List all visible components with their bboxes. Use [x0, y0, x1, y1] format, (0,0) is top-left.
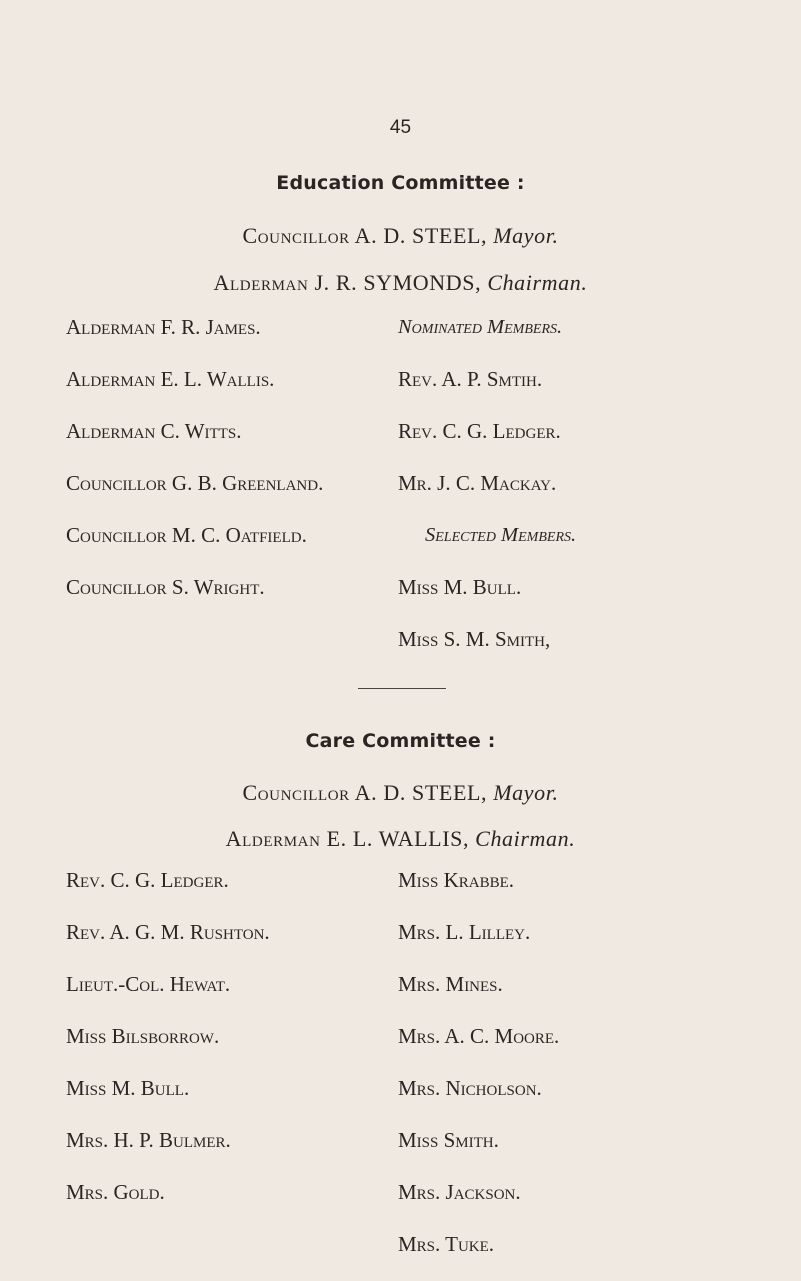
list-item: Mrs. Mines.	[398, 972, 503, 996]
care-chairman-name: Alderman E. L. WALLIS,	[225, 826, 470, 851]
list-item: Miss M. Bull.	[66, 1076, 190, 1100]
education-chairman-name: Alderman J. R. SYMONDS,	[213, 270, 482, 295]
education-committee-heading: Education Committee :	[276, 172, 525, 194]
education-chairman-role: Chairman.	[487, 270, 588, 295]
education-mayor-role: Mayor.	[493, 223, 559, 248]
list-item: Mrs. Jackson.	[398, 1180, 521, 1204]
list-item: Mrs. L. Lilley.	[398, 920, 531, 944]
list-item: Rev. A. P. Smtih.	[398, 367, 543, 391]
list-item: Miss M. Bull.	[398, 575, 522, 599]
list-item: Councillor S. Wright.	[66, 575, 265, 599]
list-item: Mrs. A. C. Moore.	[398, 1024, 560, 1048]
list-item: Alderman C. Witts.	[66, 419, 242, 443]
education-mayor-line	[0, 223, 801, 249]
care-mayor-role: Mayor.	[493, 780, 559, 805]
page-number: 45	[389, 117, 412, 138]
list-item: Miss Smith.	[398, 1128, 499, 1152]
section-divider	[358, 688, 446, 689]
list-item: Rev. C. G. Ledger.	[66, 868, 229, 892]
list-item: Miss Krabbe.	[398, 868, 515, 892]
care-chairman-line	[0, 826, 801, 852]
education-mayor-name: Councillor A. D. STEEL,	[242, 223, 488, 248]
list-item: Mrs. Nicholson.	[398, 1076, 542, 1100]
list-item: Lieut.-Col. Hewat.	[66, 972, 231, 996]
care-chairman-role: Chairman.	[475, 826, 576, 851]
list-item: Mrs. Tuke.	[398, 1232, 495, 1256]
care-mayor-line	[0, 780, 801, 806]
list-item: Miss S. M. Smith,	[398, 627, 551, 651]
list-item: Miss Bilsborrow.	[66, 1024, 220, 1048]
list-item: Councillor G. B. Greenland.	[66, 471, 324, 495]
education-left-members	[66, 312, 323, 624]
nominated-members-label: Nominated Members.	[398, 316, 563, 338]
list-item: Councillor M. C. Oatfield.	[66, 523, 307, 547]
selected-members-label: Selected Members.	[425, 524, 577, 546]
list-item: Mrs. Gold.	[66, 1180, 165, 1204]
care-right-members	[398, 865, 559, 1281]
list-item: Mrs. H. P. Bulmer.	[66, 1128, 231, 1152]
care-committee-heading: Care Committee :	[305, 730, 496, 752]
list-item: Rev. A. G. M. Rushton.	[66, 920, 270, 944]
education-right-members	[398, 312, 576, 676]
list-item: Alderman E. L. Wallis.	[66, 367, 275, 391]
education-chairman-line	[0, 270, 801, 296]
list-item: Alderman F. R. James.	[66, 315, 261, 339]
care-left-members	[66, 865, 270, 1229]
care-mayor-name: Councillor A. D. STEEL,	[242, 780, 488, 805]
list-item: Rev. C. G. Ledger.	[398, 419, 561, 443]
list-item: Mr. J. C. Mackay.	[398, 471, 557, 495]
